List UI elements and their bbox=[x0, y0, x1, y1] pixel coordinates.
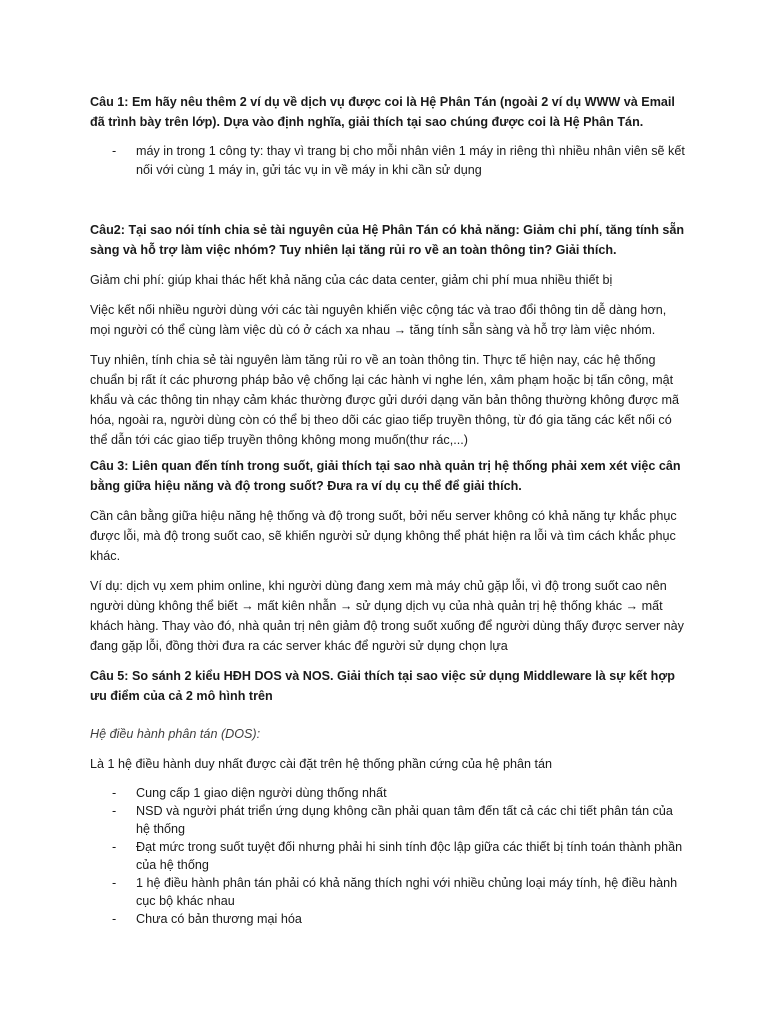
question-1-answer-list bbox=[90, 142, 688, 180]
question-3: Câu 3: Liên quan đến tính trong suốt, giải thích tại sao nhà quản trị hệ thống phải xem xét việc cân bằng giữa hiệu năng và độ trong suốt? Đưa ra ví dụ cụ thể để giải thích. bbox=[90, 459, 681, 493]
answer-paragraph: Tuy nhiên, tính chia sẻ tài nguyên làm tăng rủi ro về an toàn thông tin. Thực tế hiện nay, các hệ thống chuẩn bị rất ít các phương pháp bảo vệ chống lại các hành vi nghe lén, xâm phạm hoặc bị tấn công, mật khẩu và các thông tin nhạy cảm khác thường được gửi dưới dạng văn bản thông thường không được mã hóa, ngoài ra, người dùng còn có thể bị theo dõi các giao tiếp truyền thông, từ đó gia tăng các kết nối có thể dẫn tới các giao tiếp truyền thông không mong muốn(thư rác,...) bbox=[90, 353, 679, 447]
dos-heading: Hệ điều hành phân tán (DOS): bbox=[90, 727, 261, 741]
list-item: - 1 hệ điều hành phân tán phải có khả năng thích nghi với nhiều chủng loại máy tính, hệ điều hành cục bộ khác nhau bbox=[90, 874, 688, 910]
list-item: - Đạt mức trong suốt tuyệt đối nhưng phải hi sinh tính độc lập giữa các thiết bị tính toán thành phần của hệ thống bbox=[90, 838, 688, 874]
answer-paragraph: Giảm chi phí: giúp khai thác hết khả năng của các data center, giảm chi phí mua nhiều thiết bị bbox=[90, 273, 613, 287]
list-item: - NSD và người phát triển ứng dụng không cần phải quan tâm đến tất cả các chi tiết phân tán của hệ thống bbox=[90, 802, 688, 838]
list-item: - Cung cấp 1 giao diện người dùng thống nhất bbox=[90, 784, 688, 802]
question-5: Câu 5: So sánh 2 kiểu HĐH DOS và NOS. Giải thích tại sao việc sử dụng Middleware là sự kết hợp ưu điểm của cả 2 mô hình trên bbox=[90, 669, 675, 703]
dos-definition: Là 1 hệ điều hành duy nhất được cài đặt trên hệ thống phần cứng của hệ phân tán bbox=[90, 757, 553, 771]
dos-bullet-list bbox=[90, 784, 688, 928]
list-item: - Chưa có bản thương mại hóa bbox=[90, 910, 688, 928]
list-item: - máy in trong 1 công ty: thay vì trang bị cho mỗi nhân viên 1 máy in riêng thì nhiều nhân viên sẽ kết nối với cùng 1 máy in, gửi tác vụ in về máy in khi cần sử dụng bbox=[90, 142, 688, 180]
answer-paragraph: Ví dụ: dịch vụ xem phim online, khi người dùng đang xem mà máy chủ gặp lỗi, vì độ trong suốt cao nên người dùng không thể biết → mất kiên nhẫn → sử dụng dịch vụ của nhà quản trị hệ thống khác → mất khách hàng. Thay vào đó, nhà quản trị nên giảm độ trong suốt xuống để người dùng thấy được server này đang gặp lỗi, đồng thời đưa ra các server khác để người sử dụng chọn lựa bbox=[90, 579, 684, 653]
question-1: Câu 1: Em hãy nêu thêm 2 ví dụ về dịch vụ được coi là Hệ Phân Tán (ngoài 2 ví dụ WWW và Email đã trình bày trên lớp). Dựa vào định nghĩa, giải thích tại sao chúng được coi là Hệ Phân Tán. bbox=[90, 95, 675, 129]
answer-paragraph: Việc kết nối nhiều người dùng với các tài nguyên khiến việc cộng tác và trao đổi thông tin dễ dàng hơn, mọi người có thể cùng làm việc dù có ở cách xa nhau → tăng tính sẵn sàng và hỗ trợ làm việc nhóm. bbox=[90, 303, 667, 337]
answer-paragraph: Cần cân bằng giữa hiệu năng hệ thống và độ trong suốt, bởi nếu server không có khả năng tự khắc phục được lỗi, mà độ trong suốt cao, sẽ khiến người sử dụng không thể phát hiện ra lỗi và tìm cách khắc phục khác. bbox=[90, 509, 677, 563]
question-2: Câu2: Tại sao nói tính chia sẻ tài nguyên của Hệ Phân Tán có khả năng: Giảm chi phí, tăng tính sẵn sàng và hỗ trợ làm việc nhóm? Tuy nhiên lại tăng rủi ro về an toàn thông tin? Giải thích. bbox=[90, 223, 685, 257]
